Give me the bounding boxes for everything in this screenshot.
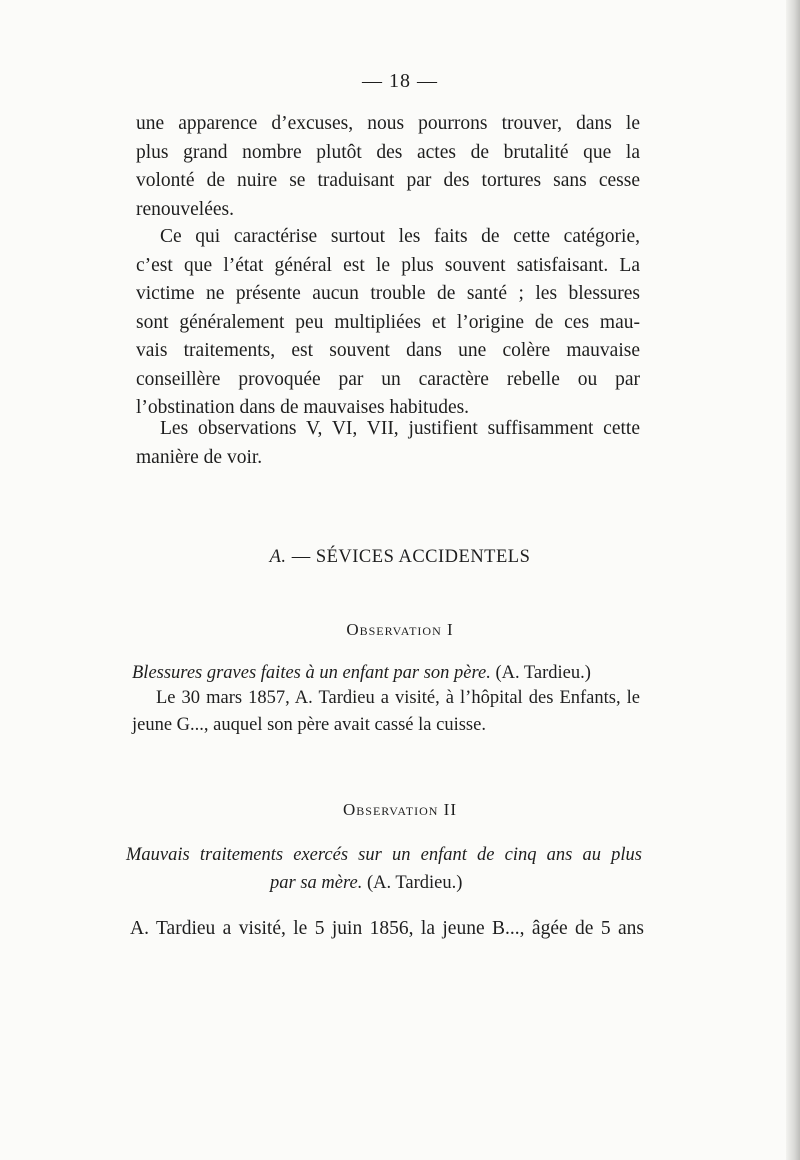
- observation-2-heading: Observation II: [342, 800, 457, 819]
- observation-2-subtitle-line-2: [270, 870, 462, 896]
- observation-2-source: (A. Tardieu.): [366, 873, 463, 893]
- text-line: Ce qui caractérise surtout les faits de cette catégorie,: [160, 226, 640, 247]
- observation-2-subtitle-title: par sa mère.: [270, 873, 363, 893]
- text-line: victime ne présente aucun trouble de santé ; les blessures: [136, 283, 640, 304]
- paragraph-1: [136, 110, 640, 224]
- observation-1-source: (A. Tardieu.): [495, 663, 591, 683]
- observation-1-body-line: Le 30 mars 1857, A. Tardieu a visité, à l’hôpital des Enfants, le: [156, 688, 640, 708]
- page-edge-shadow: [786, 0, 800, 1160]
- observation-1-subtitle-title: Blessures graves faites à un enfant par son père.: [132, 663, 491, 683]
- observation-1-body-line: jeune G..., auquel son père avait cassé la cuisse.: [132, 715, 486, 735]
- paragraph-3: [136, 415, 640, 472]
- paragraph-2: [136, 223, 640, 423]
- observation-1-subtitle: [132, 660, 640, 686]
- text-line: conseillère provoquée par un caractère rebelle ou par: [136, 368, 640, 390]
- observation-2-subtitle-line-1: Mauvais traitements exercés sur un enfant de cinq ans au plus: [126, 845, 642, 865]
- page-number: — 18 —: [362, 70, 438, 92]
- observation-1-heading: Observation I: [346, 620, 454, 639]
- text-line: c’est que l’état général est le plus souvent satisfaisant. La: [136, 254, 640, 276]
- section-letter: A.: [269, 547, 287, 567]
- text-line: Les observations V, VI, VII, justifient suffisamment cette: [160, 418, 640, 439]
- section-title: — SÉVICES ACCIDENTELS: [291, 547, 531, 567]
- text-line: une apparence d’excuses, nous pourrons trouver, dans le: [136, 113, 640, 134]
- text-line: volonté de nuire se traduisant par des tortures sans cesse: [136, 170, 640, 191]
- text-line: vais traitements, est souvent dans une colère mauvaise: [136, 340, 640, 361]
- observation-2-body-line: A. Tardieu a visité, le 5 juin 1856, la jeune B..., âgée de 5 ans: [130, 918, 644, 939]
- section-heading: [0, 547, 800, 568]
- text-line: manière de voir.: [136, 446, 263, 468]
- text-line: renouvelées.: [136, 198, 234, 220]
- text-line: plus grand nombre plutôt des actes de brutalité que la: [136, 141, 640, 163]
- text-line: sont généralement peu multipliées et l’origine de ces mau-: [136, 311, 640, 333]
- text-line: l’obstination dans de mauvaises habitudes.: [136, 397, 470, 418]
